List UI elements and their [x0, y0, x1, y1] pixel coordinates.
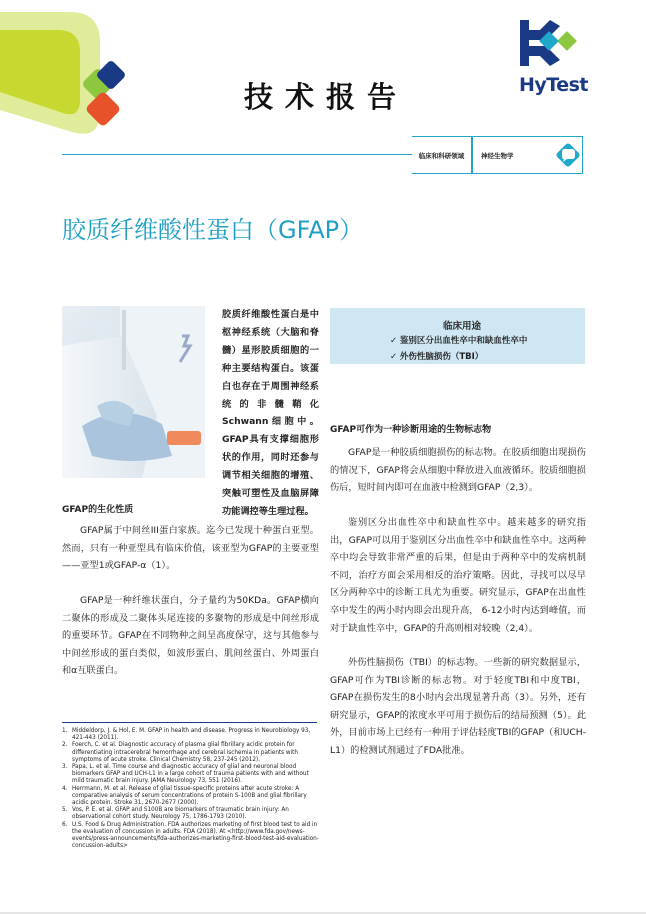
page-title: 胶质纤维酸性蛋白（GFAP）: [62, 216, 364, 244]
lab-photo-image: [62, 306, 205, 478]
intro-paragraph: 胶质纤维酸性蛋白是中枢神经系统（大脑和脊髓）星形胶质细胞的一种主要结构蛋白。该蛋白也存在于周围神经系统的非髓鞘化Schwann细胞中。GFAP具有支撑细胞形状的作用，同时还参与调节相关细胞的增殖、突触可塑性及血脑屏障功能调控等生理过程。: [222, 309, 319, 517]
reference-number: 3.: [62, 764, 68, 771]
reference-item: [62, 764, 320, 786]
biochemistry-paragraph-1: GFAP属于中间丝III蛋白家族。迄今已发现十种蛋白亚型。然而，只有一种亚型具有临床价值，该亚型为GFAP的主要亚型——亚型1或GFAP-α（1）。: [62, 525, 319, 572]
reference-number: 6.: [62, 821, 68, 828]
logo-wordmark: HyTest: [519, 74, 589, 96]
reference-item: [62, 786, 320, 808]
reference-list: [62, 728, 320, 850]
reference-item: [62, 822, 320, 851]
references-divider: [62, 722, 317, 723]
reference-number: 2.: [62, 742, 68, 749]
section-heading-biochemistry: GFAP的生化性质: [62, 505, 134, 515]
reference-item: [62, 728, 320, 742]
corner-decoration-graphic: [0, 0, 140, 140]
report-label: 技术报告: [244, 80, 409, 114]
tag-neurobiology: [472, 136, 583, 174]
clinical-application-box: [330, 308, 585, 364]
reference-number: 4.: [62, 785, 68, 792]
reference-item: [62, 807, 320, 821]
biomarker-paragraph-1: GFAP是一种胶质细胞损伤的标志物。在胶质细胞出现损伤的情况下，GFAP将会从细胞中释放进入血液循环。胶质细胞损伤后，短时间内即可在血液中检测到GFAP（2,3）。: [330, 447, 586, 494]
reference-text: Papa, L. et al. Time course and diagnostic accuracy of glial and neuronal blood biomarkers GFAP and UCH-L1 in a large cohort of trauma patients with and without mild traumatic brain injury. JAMA Neurology 73, 551 (2016).: [72, 764, 309, 785]
application-box-title: 临床用途: [443, 321, 482, 332]
tag-clinical-field: 临床和科研领域: [412, 136, 472, 174]
header-divider: [62, 154, 412, 155]
speech-bubble-icon: [553, 140, 583, 170]
section-heading-biomarker: GFAP可作为一种诊断用途的生物标志物: [330, 425, 492, 435]
reference-text: Foerch, C. et al. Diagnostic accuracy of plasma glial fibrillary acidic protein for differentiating intracerebral hemorrhage and cerebral ischemia in patients with symptoms of acute stroke. Clinical Chemistry 58, 237-245 (2012).: [72, 742, 298, 763]
reference-number: 1.: [62, 728, 68, 734]
tag-neurobiology-label: 神经生物学: [481, 152, 514, 160]
biomarker-paragraph-2: 鉴别区分出血性卒中和缺血性卒中。越来越多的研究指出，GFAP可以用于鉴别区分出血性卒中和缺血性卒中。这两种卒中均会导致非常严重的后果，但是由于两种卒中的发病机制不同，治疗方面会采用相反的治疗策略。因此，寻找可以尽早区分两种卒中的诊断工具尤为重要。研究显示，GFAP在出血性卒中发生的两小时内即会出现升高， 6-12小时内达到峰值，而对于缺血性卒中，GFAP的升高则相对较晚（2,4）。: [330, 517, 586, 634]
reference-text: U.S. Food & Drug Administration. FDA authorizes marketing of first blood test to aid in the evaluation of concussion in adults. FDA (2018). At <http://www.fda.gov/news-events/press-announcements/fda-authorizes-marketing-first-blood-test-aid-evaluation-concussion-adults>: [72, 821, 319, 850]
reference-text: Herrmann, M. et al. Release of glial tissue-specific proteins after acute stroke: A comparative analysis of serum concentrations of protein S-100B and glial fibrillary acidic protein. Stroke 31, 2670-2677 (2000).: [72, 785, 307, 807]
reference-number: 5.: [62, 807, 68, 814]
hytest-logo-icon: [520, 20, 582, 72]
biomarker-paragraph-3: 外伤性脑损伤（TBI）的标志物。一些新的研究数据显示，GFAP可作为TBI诊断的标志物。对于轻度TBI和中度TBI，GFAP在损伤发生的8小时内会出现显著升高（3）。另外，还有研究显示，GFAP的浓度水平可用于损伤后的结局预测（5）。此外，目前市场上已经有一种用于评估轻度TBI的GFAP（和UCH-L1）的检测试剂通过了FDA批准。: [330, 657, 586, 756]
reference-item: [62, 742, 320, 764]
reference-text: Vos, P. E. et al. GFAP and S100B are biomarkers of traumatic brain injury: An observational cohort study. Neurology 75, 1786-1793 (2010).: [72, 807, 289, 821]
biochemistry-paragraph-2: GFAP是一种纤维状蛋白，分子量约为50KDa。GFAP横向二聚体的形成及二聚体头尾连接的多聚物的形成是中间丝形成的重要环节。GFAP在不同物种之间呈高度保守，这与其他参与中间丝形成的蛋白类似，如波形蛋白、肌间丝蛋白、外周蛋白和α互联蛋白。: [62, 595, 319, 677]
reference-text: Middeldorp, J. & Hol, E. M. GFAP in health and disease. Progress in Neurobiology 93, 421-443 (2011).: [72, 728, 311, 742]
application-item-stroke: ✓ 鉴别区分出血性卒中和缺血性卒中: [390, 334, 527, 346]
application-item-tbi: ✓ 外伤性脑损伤（TBI）: [390, 350, 483, 362]
